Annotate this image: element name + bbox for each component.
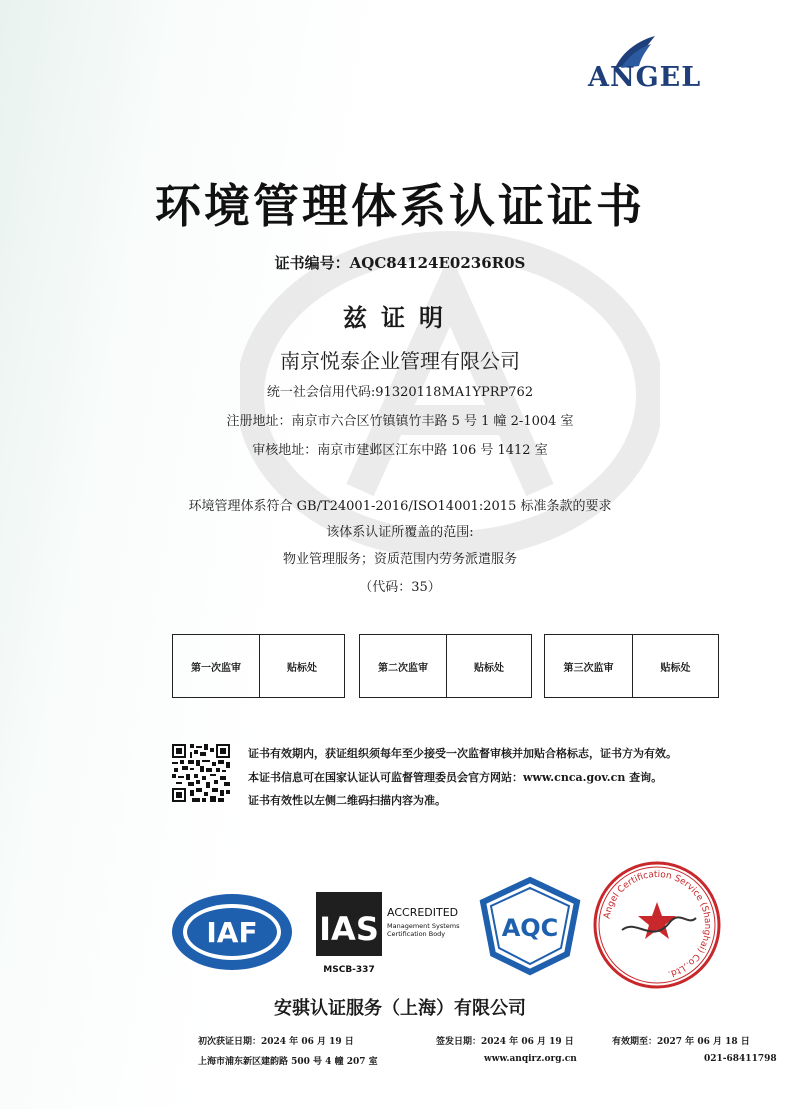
sticker-placeholder: 贴标处: [287, 662, 317, 674]
sticker-placeholder: 贴标处: [660, 662, 691, 674]
ias-code-text: MSCB-337: [323, 965, 375, 975]
surveillance-label: 第二次监审: [360, 635, 447, 697]
company-website: www.anqirz.org.cn: [484, 1054, 577, 1064]
organization-name: 南京悦泰企业管理有限公司: [280, 349, 520, 373]
seal-text: Angel Certification Service (Shanghai) Co.,Ltd.: [602, 869, 713, 979]
surveillance-label: 第一次监审: [173, 635, 260, 697]
attest-heading: 兹证明: [343, 303, 457, 332]
ias-mark-text: IAS: [319, 910, 379, 948]
scope-heading: 该体系认证所覆盖的范围:: [326, 525, 474, 540]
scope-services: 物业管理服务；资质范围内劳务派遣服务: [282, 552, 517, 567]
aqc-emblem-icon: [475, 876, 585, 976]
company-address: 上海市浦东新区建韵路 500 号 4 幢 207 室: [198, 1057, 378, 1067]
conformity-statement: 环境管理体系符合 GB/T24001-2016/ISO14001:2015 标准条款的要求: [188, 499, 612, 514]
scope-code: （代码：35）: [359, 580, 441, 595]
surveillance-box-2: [359, 634, 532, 698]
sticker-placeholder: 贴标处: [474, 662, 504, 674]
qr-code-icon: [172, 744, 230, 802]
certificate-number: 证书编号：AQC84124E0236R0S: [274, 254, 526, 272]
company-phone: 021-68411798: [704, 1054, 777, 1064]
notice-validity: 证书有效期内，获证组织须每年至少接受一次监督审核并加贴合格标志，证书方为有效。: [248, 747, 677, 760]
iaf-logo-icon: [170, 892, 295, 972]
notice-qr: 证书有效性以左侧二维码扫描内容为准。: [248, 794, 446, 807]
logo-text: ANGEL: [588, 62, 702, 93]
initial-date: 初次获证日期：2024 年 06 月 19 日: [198, 1037, 354, 1047]
audit-address: 审核地址：南京市建邺区江东中路 106 号 1412 室: [252, 443, 548, 458]
ias-line1-text: Management Systems: [387, 922, 460, 930]
page-title: 环境管理体系认证证书: [155, 179, 645, 233]
iaf-text: IAF: [206, 916, 258, 949]
issue-date: 签发日期：2024 年 06 月 19 日: [436, 1037, 574, 1047]
surveillance-label: 第三次监审: [545, 635, 633, 697]
surveillance-box-1: [172, 634, 345, 698]
ias-accredited-text: ACCREDITED: [387, 906, 459, 919]
surveillance-box-3: [544, 634, 719, 698]
notice-query: 本证书信息可在国家认证认可监督管理委员会官方网站：www.cnca.gov.cn 查询。: [248, 771, 663, 784]
company-seal-icon: [592, 860, 722, 990]
ias-accreditation-logo-icon: [314, 890, 464, 976]
ias-line2-text: Certification Body: [387, 930, 446, 938]
issuer-name: 安骐认证服务（上海）有限公司: [274, 998, 526, 1019]
surveillance-boxes: [172, 634, 720, 698]
expiry-date: 有效期至：2027 年 06 月 18 日: [612, 1037, 750, 1047]
registered-address: 注册地址：南京市六合区竹镇镇竹丰路 5 号 1 幢 2-1004 室: [226, 414, 574, 429]
aqc-text: AQC: [501, 914, 559, 942]
credit-code: 统一社会信用代码:91320118MA1YPRP762: [266, 385, 534, 400]
